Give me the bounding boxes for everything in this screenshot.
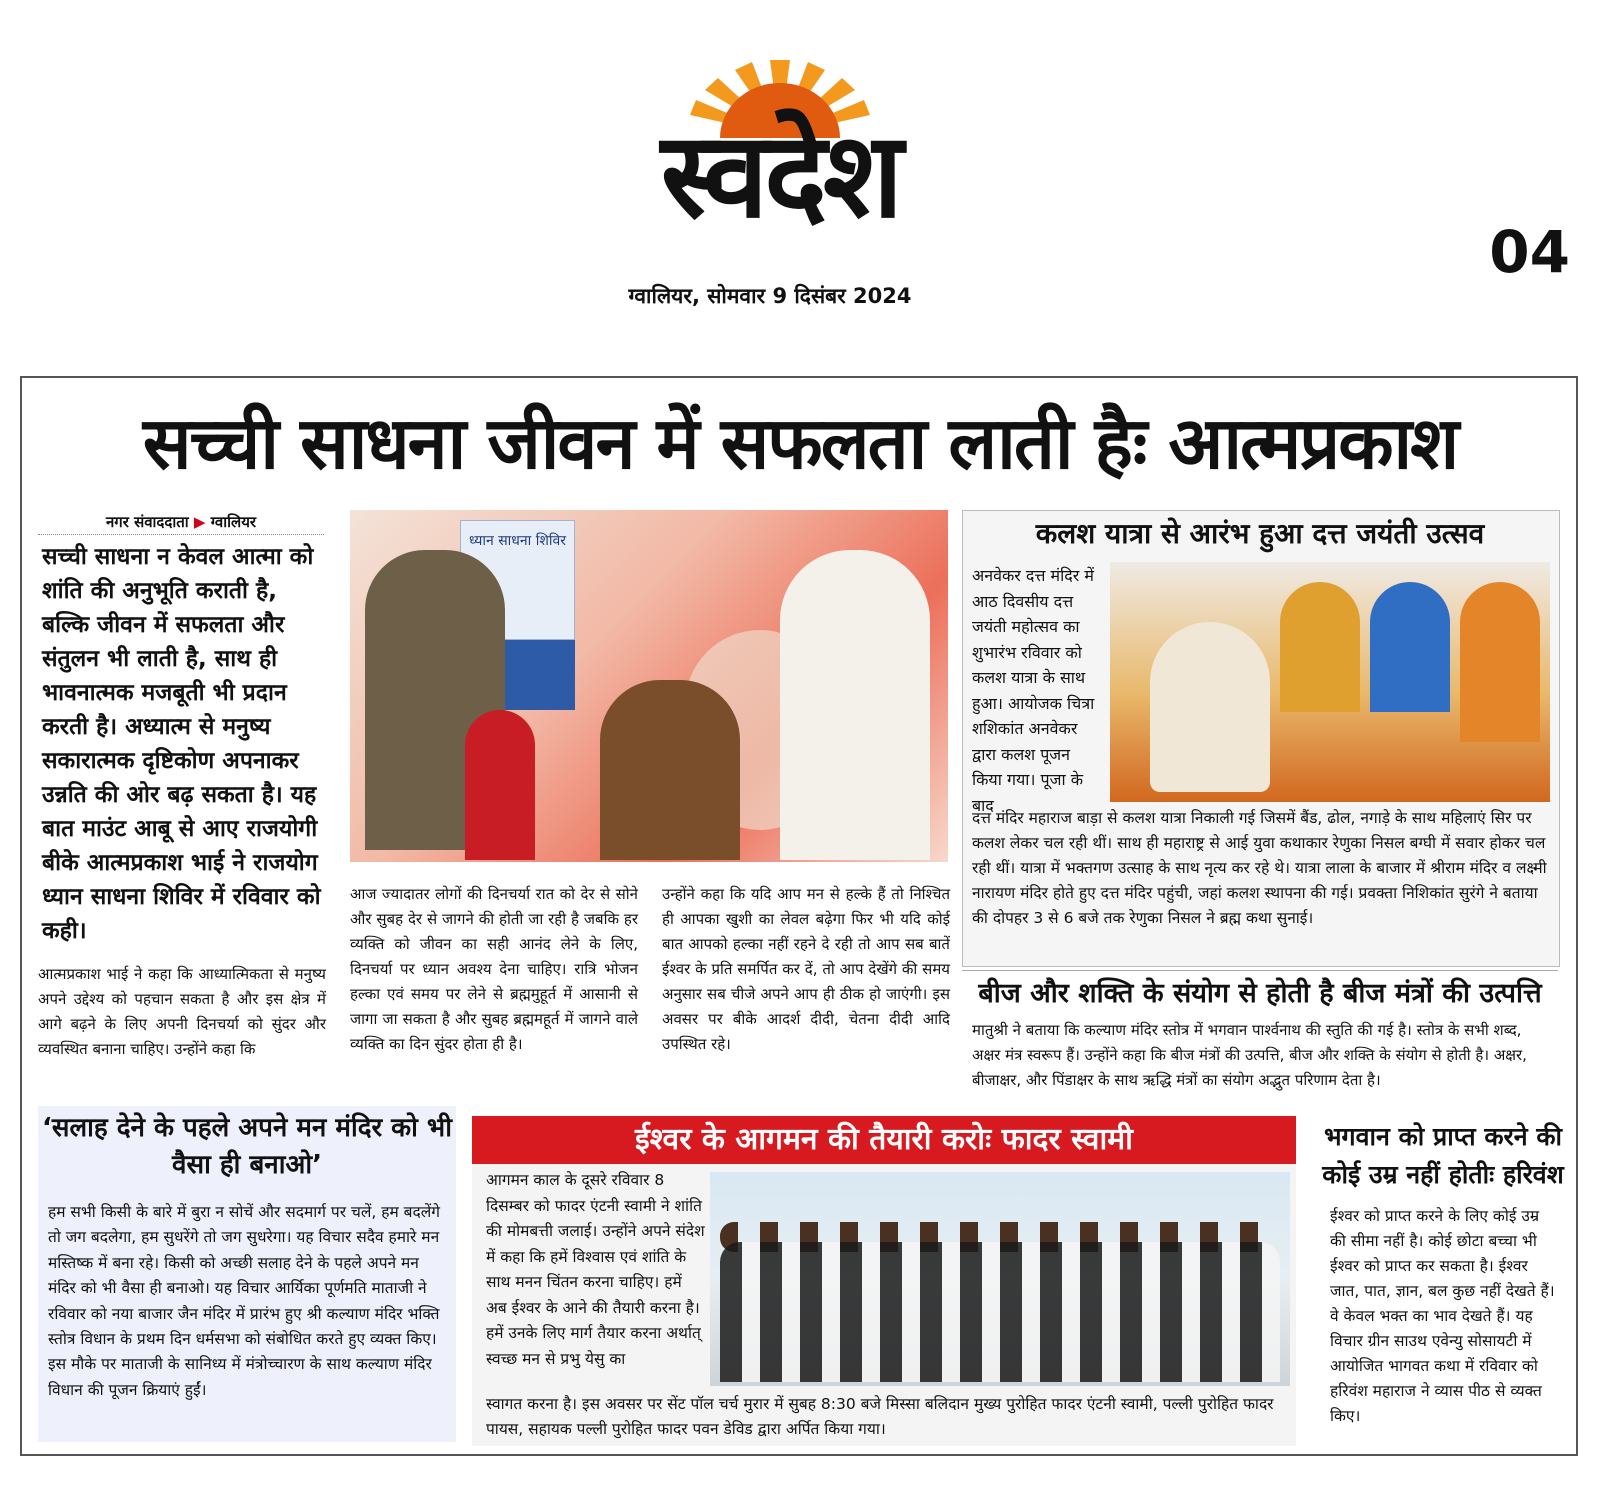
dateline: ग्वालियर, सोमवार 9 दिसंबर 2024 bbox=[628, 284, 912, 308]
byline bbox=[38, 512, 324, 535]
main-column-2: आज ज्यादातर लोगों की दिनचर्या रात को देर से सोने और सुबह देर से जागने की होती जा रही है जबकि हर व्यक्ति को जीवन का सही आनंद लेने के लिए, दिनचर्या पर ध्यान अवश्य देना चाहिए। रात्रि भोजन हल्का एवं समय पर लेने से ब्रह्ममुहूर्त में आसानी से जागा जा सकता है और सुबह ब्रह्ममहूर्त में जागने वाले व्यक्ति का दिन सुंदर होता ही है। bbox=[350, 885, 638, 1053]
shivir-banner: ध्यान साधना शिविर bbox=[460, 520, 575, 640]
main-photo bbox=[350, 510, 948, 862]
masthead-name: स्वदेश bbox=[660, 105, 900, 244]
priest-figure bbox=[1150, 622, 1270, 792]
kalash-headline: कलश यात्रा से आरंभ हुआ दत्त जयंती उत्सव bbox=[1035, 517, 1485, 550]
ishwar-group-photo bbox=[710, 1172, 1290, 1386]
bhagwan-headline: भगवान को प्राप्त करने की कोई उम्र नहीं होतीः हरिवंश bbox=[1322, 1122, 1564, 1189]
person-right bbox=[780, 550, 930, 860]
main-column-1: आत्मप्रकाश भाई ने कहा कि आध्यात्मिकता से मनुष्य अपने उद्देश्य को पहचान सकता है और इस क्षेत्र में आगे बढ़ने के लिए अपनी दिनचर्या को सुंदर और व्यवस्थित बनाना चाहिए। उन्होंने कहा कि bbox=[38, 965, 326, 1058]
bij-body: मातुश्री ने बताया कि कल्याण मंदिर स्तोत्र में भगवान पार्श्वनाथ की स्तुति की गई है। स्तोत्र के सभी शब्द, अक्षर मंत्र स्वरूप हैं। उन्होंने कहा कि बीज मंत्रों की उत्पत्ति, बीज और शक्ति के संयोग से होती है। अक्षर, बीजाक्षर, और पिंडाक्षर के साथ ऋद्धि मंत्रों का संयोग अद्भुत परिणाम देता है। bbox=[972, 1021, 1527, 1089]
person-seated bbox=[600, 680, 740, 860]
saint-figure bbox=[1460, 582, 1540, 742]
salah-body: हम सभी किसी के बारे में बुरा न सोचें और सदमार्ग पर चलें, हम बदलेंगे तो जग बदलेगा, हम सुधरेंगे तो जग सुधरेगा। यह विचार सदैव हमारे मन मस्तिष्क में बना रहे। किसी को अच्छी सलाह देने के पहले अपने मन मंदिर को भी वैसा ही बनाओ। यह विचार आर्यिका पूर्णमति माताजी ने रविवार को नया बाजार जैन मंदिर में प्रारंभ हुए श्री कल्याण मंदिर भक्ति स्तोत्र विधान के प्रथम दिन धर्मसभा को संबोधित करते हुए व्यक्त किए। इस मौके पर माताजी के सानिध्य में मंत्रोच्चारण के साथ कल्याण मंदिर विधान की पूजन क्रियाएं हुईं। bbox=[48, 1203, 440, 1399]
byline-city: ग्वालियर bbox=[210, 513, 257, 531]
bij-headline: बीज और शक्ति के संयोग से होती है बीज मंत्रों की उत्पत्ति bbox=[962, 970, 1558, 1017]
kalash-lead: अनवेकर दत्त मंदिर में आठ दिवसीय दत्त जयंती महोत्सव का शुभारंभ रविवार को कलश यात्रा के साथ हुआ। आयोजक चित्रा शशिकांत अनवेकर द्वारा कलश पूजन किया गया। पूजा के बाद bbox=[972, 566, 1095, 815]
kalash-photo bbox=[1110, 562, 1550, 802]
group-people bbox=[720, 1242, 1280, 1382]
salah-headline: ‘सलाह देने के पहले अपने मन मंदिर को भी वैसा ही बनाओ’ bbox=[42, 1113, 452, 1180]
ishwar-lead: आगमन काल के दूसरे रविवार 8 दिसम्बर को फादर एंटनी स्वामी ने शांति की मोमबत्ती जलाई। उन्होंने अपने संदेश में कहा कि हमें विश्वास एवं शांति के साथ मनन चिंतन करना चाहिए। हमें अब ईश्वर के आने की तैयारी करना है। हमें उनके लिए मार्ग तैयार करना अर्थात् स्वच्छ मन से प्रभु येसु का bbox=[486, 1171, 705, 1368]
main-intro: सच्ची साधना न केवल आत्मा को शांति की अनुभूति कराती है, बल्कि जीवन में सफलता और संतुलन भी लाती है, साथ ही भावनात्मक मजबूती भी प्रदान करती है। अध्यात्म से मनुष्य सकारात्मक दृष्टिकोण अपनाकर उन्नति की ओर बढ़ सकता है। यह बात माउंट आबू से आए राजयोगी बीके आत्मप्रकाश भाई ने राजयोग ध्यान साधना शिविर में रविवार को कही। bbox=[42, 544, 321, 944]
byline-arrow-icon: ▶ bbox=[193, 513, 206, 531]
woman-figure-2 bbox=[1370, 582, 1450, 712]
main-column-3: उन्होंने कहा कि यदि आप मन से हल्के हैं तो निश्चित ही आपका खुशी का लेवल बढ़ेगा फिर भी यदि कोई बात आपको हल्का नहीं रहने दे रही तो आप सब बातें ईश्वर के प्रति समर्पित कर दें, तो आप देखेंगे की समय अनुसार सब चीजे अपने आप ही ठीक हो जाएंगी। इस अवसर पर बीके आदर्श दीदी, चेतना दीदी आदि उपस्थित रहे। bbox=[662, 885, 950, 1053]
ishwar-headline: ईश्वर के आगमन की तैयारी करोः फादर स्वामी bbox=[472, 1116, 1296, 1164]
page-number: 04 bbox=[1489, 218, 1570, 286]
masthead-logo bbox=[520, 40, 1040, 255]
kalash-body: दत्त मंदिर महाराज बाड़ा से कलश यात्रा निकाली गई जिसमें बैंड, ढोल, नगाड़े के साथ महिलाएं सिर पर कलश लेकर चल रही थीं। साथ ही महाराष्ट्र से आई युवा कथाकार रेणुका निसल बग्घी में सवार होकर चल रही थीं। यात्रा में भक्तगण उत्साह के साथ नृत्य कर रहे थे। यात्रा लाला के बाजार में श्रीराम मंदिर व लक्ष्मी नारायण मंदिर होते हुए दत्त मंदिर पहुंची, जहां कलश स्थापना की गई। प्रवक्ता निशिकांत सुरंगे ने बताया की दोपहर 3 से 6 बजे तक रेणुका निसल ने ब्रह्म कथा सुनाई। bbox=[972, 809, 1547, 927]
woman-figure-1 bbox=[1280, 582, 1360, 712]
byline-reporter: नगर संवाददाता bbox=[105, 513, 189, 531]
main-headline: सच्ची साधना जीवन में सफलता लाती हैः आत्मप्रकाश bbox=[142, 401, 1458, 485]
child-with-bouquet bbox=[465, 710, 535, 860]
ishwar-body: स्वागत करना है। इस अवसर पर सेंट पॉल चर्च मुरार में सुबह 8:30 बजे मिस्सा बलिदान मुख्य पुरोहित फादर एंटनी स्वामी, पल्ली पुरोहित फादर पायस, सहायक पल्ली पुरोहित फादर पवन डेविड द्वारा अर्पित किया गया। bbox=[486, 1395, 1274, 1438]
bhagwan-body: ईश्वर को प्राप्त करने के लिए कोई उम्र की सीमा नहीं है। कोई छोटा बच्चा भी ईश्वर को प्राप्त कर सकता है। ईश्वर जात, पात, ज्ञान, बल कुछ नहीं देखते हैं। वे केवल भक्त का भाव देखते हैं। यह विचार ग्रीन साउथ एवेन्यु सोसायटी में आयोजित भागवत कथा में रविवार को हरिवंश महाराज ने व्यास पीठ से व्यक्त किए। bbox=[1330, 1207, 1555, 1425]
